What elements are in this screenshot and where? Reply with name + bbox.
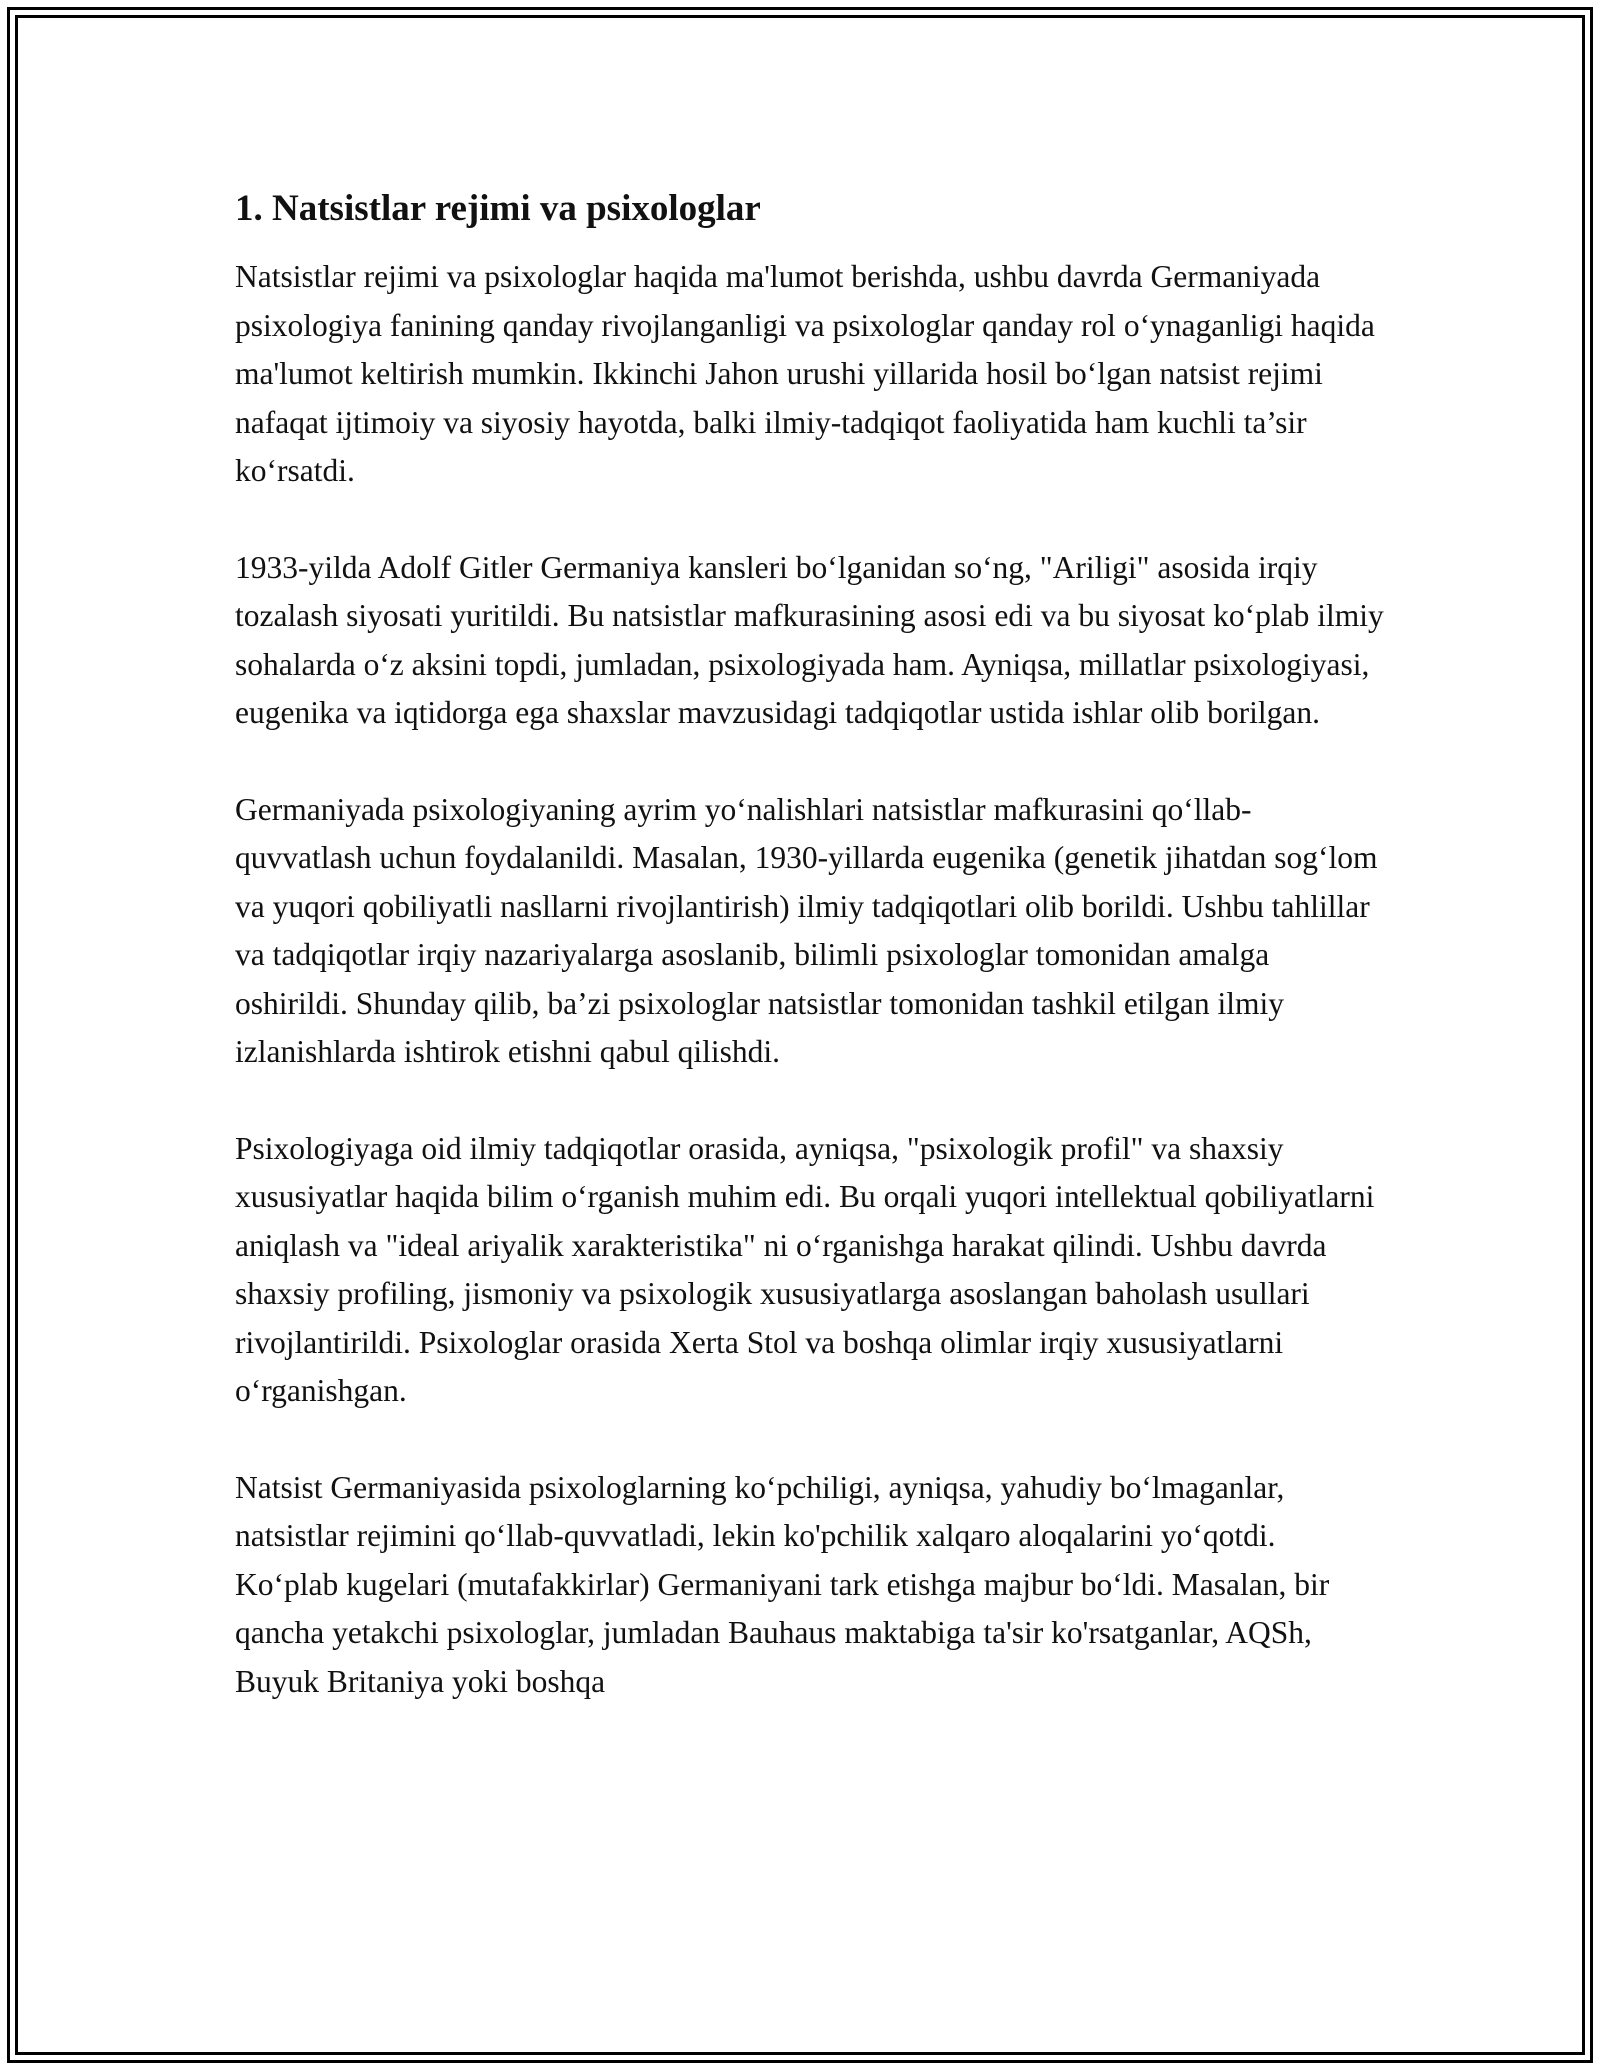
paragraph-3: Germaniyada psixologiyaning ayrim yo‘nalishlari natsistlar mafkurasini qo‘llab-quvvatlash uchun foydalanildi. Masalan, 1930-yillarda eugenika (genetik jihatdan sog‘lom va yuqori qobiliyatli nasllarni rivojlantirish) ilmiy tadqiqotlari olib borildi. Ushbu tahlillar va tadqiqotlar irqiy nazariyalarga asoslanib, bilimli psixologlar tomonidan amalga oshirildi. Shunday qilib, ba’zi psixologlar natsistlar tomonidan tashkil etilgan ilmiy izlanishlarda ishtirok etishni qabul qilishdi. [235,791,1378,1069]
paragraph-4: Psixologiyaga oid ilmiy tadqiqotlar orasida, ayniqsa, "psixologik profil" va shaxsiy xususiyatlar haqida bilim o‘rganish muhim edi. Bu orqali yuqori intellektual qobiliyatlarni aniqlash va "ideal ariyalik xarakteristika" ni o‘rganishga harakat qilindi. Ushbu davrda shaxsiy profiling, jismoniy va psixologik xususiyatlarga asoslangan baholash usullari rivojlantirildi. Psixologlar orasida Xerta Stol va boshqa olimlar irqiy xususiyatlarni o‘rganishgan. [235,1130,1375,1408]
document-body [235,185,1385,1754]
section-heading: 1. Natsistlar rejimi va psixologlar [235,188,761,229]
paragraph-1: Natsistlar rejimi va psixologlar haqida ma'lumot berishda, ushbu davrda Germaniyada psixologiya fanining qanday rivojlanganligi va psixologlar qanday rol o‘ynaganligi haqida ma'lumot keltirish mumkin. Ikkinchi Jahon urushi yillarida hosil bo‘lgan natsist rejimi nafaqat ijtimoiy va siyosiy hayotda, balki ilmiy-tadqiqot faoliyatida ham kuchli ta’sir ko‘rsatdi. [235,259,1375,488]
paragraph-2: 1933-yilda Adolf Gitler Germaniya kansleri bo‘lganidan so‘ng, "Ariligi" asosida irqiy tozalash siyosati yuritildi. Bu natsistlar mafkurasining asosi edi va bu siyosat ko‘plab ilmiy sohalarda o‘z aksini topdi, jumladan, psixologiyada ham. Ayniqsa, millatlar psixologiyasi, eugenika va iqtidorga ega shaxslar mavzusidagi tadqiqotlar ustida ishlar olib borilgan. [235,549,1384,730]
paragraph-5: Natsist Germaniyasida psixologlarning ko‘pchiligi, ayniqsa, yahudiy bo‘lmaganlar, natsistlar rejimini qo‘llab-quvvatladi, lekin ko'pchilik xalqaro aloqalarini yo‘qotdi. Ko‘plab kugelari (mutafakkirlar) Germaniyani tark etishga majbur bo‘ldi. Masalan, bir qancha yetakchi psixologlar, jumladan Bauhaus maktabiga ta'sir ko'rsatganlar, AQSh, Buyuk Britaniya yoki boshqa [235,1469,1330,1699]
